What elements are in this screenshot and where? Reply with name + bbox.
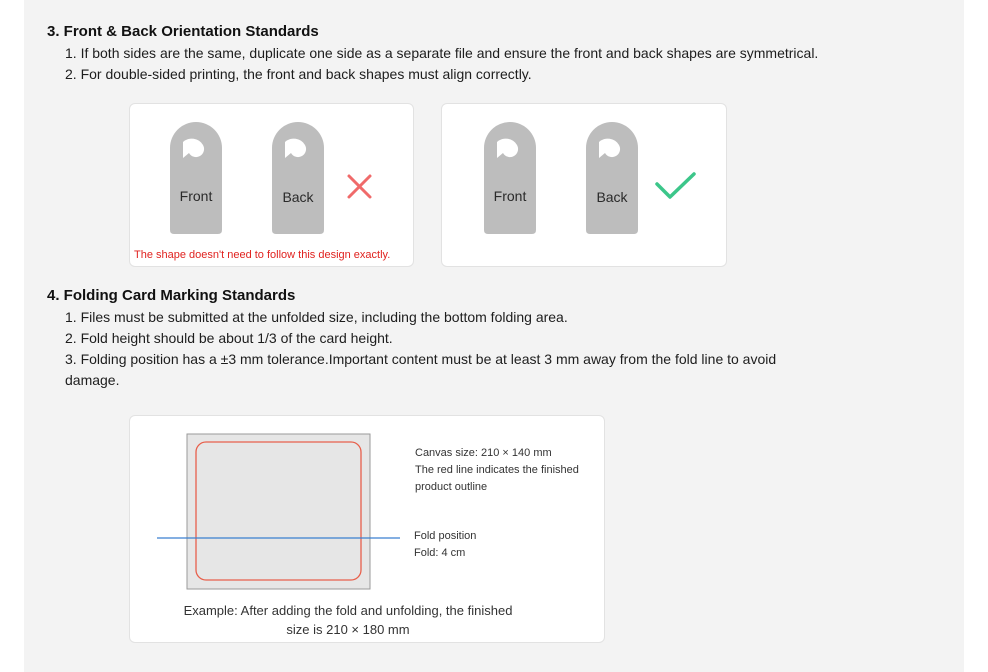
example-caption [150,601,546,639]
back-hanger-shape [586,122,638,234]
fold-position-line: Fold position [414,530,477,542]
folding-diagram-card [129,415,605,643]
wrong-example-card [129,103,414,267]
front-hanger-shape [170,122,222,234]
fold-note [414,528,476,562]
section-4-title: 4. Folding Card Marking Standards [47,287,296,304]
section-4-item-3-continued: damage. [65,372,120,388]
front-hanger-shape [484,122,536,234]
content-panel [24,0,964,672]
red-line-note-line: The red line indicates the finished [415,464,579,476]
checkmark-icon [657,174,694,197]
right-example-illustration [442,104,728,268]
section-3-item-2: 2. For double-sided printing, the front and back shapes must align correctly. [65,66,532,82]
back-label: Back [282,189,314,205]
right-example-card [441,103,727,267]
back-hanger-shape [272,122,324,234]
canvas-area [187,434,370,589]
front-label: Front [493,188,527,204]
shape-note: The shape doesn't need to follow this design exactly. [134,249,391,261]
canvas-size-line: Canvas size: 210 × 140 mm [415,447,552,459]
red-line-note-line-2: product outline [415,481,488,493]
section-4-item-2: 2. Fold height should be about 1/3 of the card height. [65,330,393,346]
section-3-item-1: 1. If both sides are the same, duplicate one side as a separate file and ensure the front and back shapes are symmetrical. [65,45,819,61]
section-4-item-3: 3. Folding position has a ±3 mm tolerance.Important content must be at least 3 mm away from the fold line to avoid [65,351,777,367]
section-4-item-1: 1. Files must be submitted at the unfolded size, including the bottom folding area. [65,309,568,325]
wrong-example-illustration [130,104,415,268]
fold-size-line: Fold: 4 cm [414,547,466,559]
back-label: Back [596,189,628,205]
front-label: Front [179,188,213,204]
canvas-size-note [415,445,579,496]
cross-icon [349,176,370,197]
caption-line-2: size is 210 × 180 mm [286,622,410,637]
section-3-title: 3. Front & Back Orientation Standards [47,23,319,40]
caption-line-1: Example: After adding the fold and unfolding, the finished [183,603,513,618]
